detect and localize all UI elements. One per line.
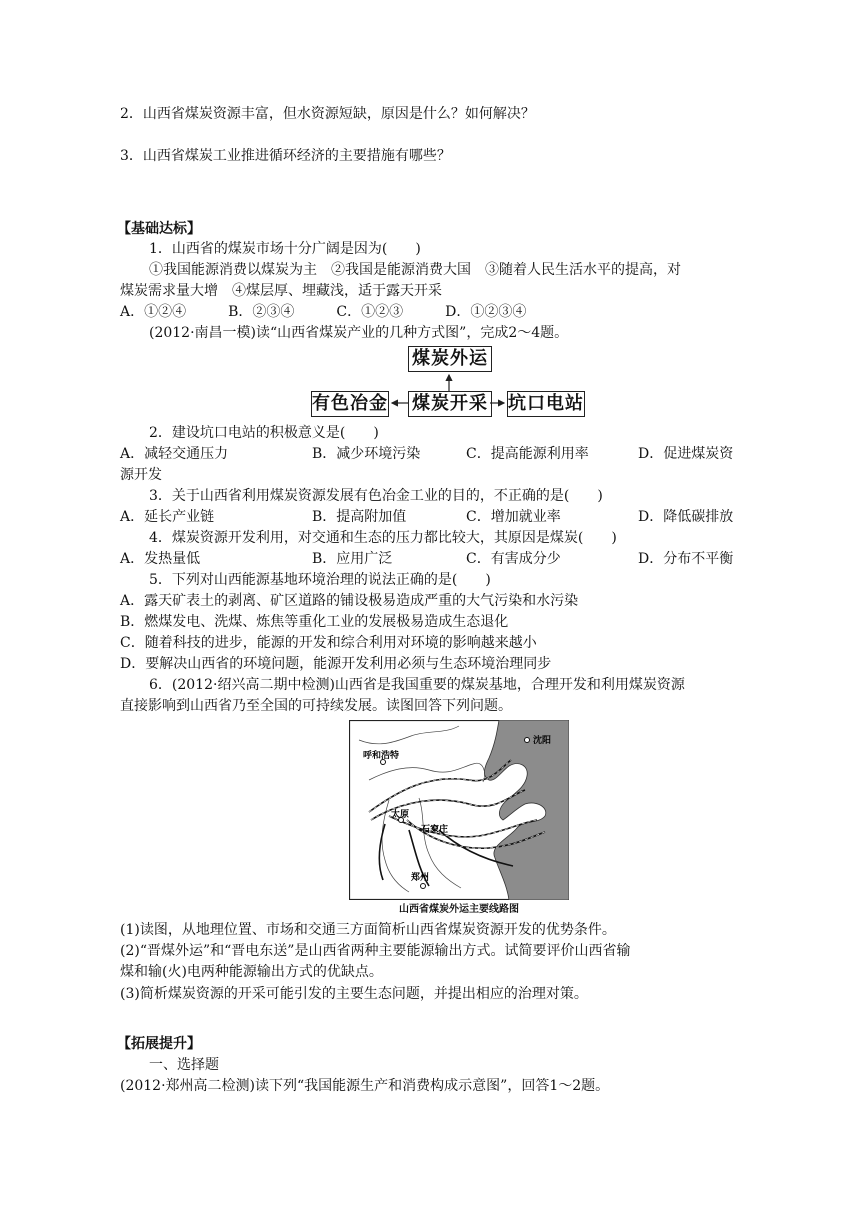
q4-option-b: B．应用广泛 — [312, 551, 393, 567]
diagram-intro: (2012·南昌一模)读“山西省煤炭产业的几种方式图”，完成2～4题。 — [149, 325, 569, 341]
question-2-intro: 2．山西省煤炭资源丰富，但水资源短缺，原因是什么？如何解决？ — [120, 106, 535, 122]
diagram-box-metallurgy: 有色冶金 — [311, 391, 389, 417]
map-label-shijiazhuang: 石家庄 — [421, 825, 449, 835]
map-label-shenyang: 沈阳 — [533, 736, 552, 746]
q2-option-d-cont: 源开发 — [120, 467, 162, 483]
q6-sub-3: (3)简析煤炭资源的开采可能引发的主要生态问题，并提出相应的治理对策。 — [120, 986, 588, 1002]
q1-line2: ①我国能源消费以煤炭为主 ②我国是能源消费大国 ③随着人民生活水平的提高，对 — [149, 262, 681, 278]
q3-option-a: A．延长产业链 — [120, 509, 215, 525]
diagram-arrows — [300, 340, 600, 430]
q2-option-d: D．促进煤炭资 — [638, 446, 734, 462]
question-3-intro: 3．山西省煤炭工业推进循环经济的主要措施有哪些？ — [120, 148, 451, 164]
q4-option-a: A．发热量低 — [120, 551, 201, 567]
q6-sub-2: (2)“晋煤外运”和“晋电东送”是山西省两种主要能源输出方式。试简要评价山西省输 — [120, 943, 631, 959]
q5-option-d: D．要解决山西省的环境问题，能源开发利用必须与生态环境治理同步 — [120, 656, 552, 672]
q5-option-c: C．随着科技的进步，能源的开发和综合利用对环境的影响越来越小 — [120, 635, 537, 651]
map-label-zhengzhou: 郑州 — [411, 873, 430, 883]
q1-stem: 1．山西省的煤炭市场十分广阔是因为( ) — [149, 241, 421, 257]
q3-option-b: B．提高附加值 — [312, 509, 407, 525]
q3-option-d: D．降低碳排放 — [638, 509, 734, 525]
q5-stem: 5．下列对山西能源基地环境治理的说法正确的是( ) — [149, 572, 491, 588]
section-extend-heading: 【拓展提升】 — [117, 1036, 201, 1052]
diagram-box-export: 煤炭外运 — [408, 346, 492, 372]
q1-line3: 煤炭需求量大增 ④煤层厚、埋藏浅，适于露天开采 — [120, 283, 442, 299]
q3-stem: 3．关于山西省利用煤炭资源发展有色冶金工业的目的，不正确的是( ) — [149, 488, 603, 504]
q1-options: A．①②④ B．②③④ C．①②③ D．①②③④ — [120, 304, 527, 320]
section-extend-intro: (2012·郑州高二检测)读下列“我国能源生产和消费构成示意图”，回答1～2题。 — [120, 1078, 610, 1094]
section-basic-heading: 【基础达标】 — [117, 221, 201, 237]
q5-option-a: A．露天矿表土的剥离、矿区道路的铺设极易造成严重的大气污染和水污染 — [120, 593, 579, 609]
coal-export-map — [349, 720, 569, 900]
q2-option-a: A．减轻交通压力 — [120, 446, 229, 462]
q6-stem: 6．(2012·绍兴高二期中检测)山西省是我国重要的煤炭基地，合理开发和利用煤炭资源 — [149, 677, 685, 693]
q6-sub-1: (1)读图，从地理位置、市场和交通三方面简析山西省煤炭资源开发的优势条件。 — [120, 922, 616, 938]
q4-option-c: C．有害成分少 — [466, 551, 561, 567]
q2-stem: 2．建设坑口电站的积极意义是( ) — [149, 425, 379, 441]
q6-sub-2-cont: 煤和输(火)电两种能源输出方式的优缺点。 — [120, 964, 383, 980]
q3-option-c: C．增加就业率 — [466, 509, 561, 525]
q4-option-d: D．分布不平衡 — [638, 551, 734, 567]
q5-option-b: B．燃煤发电、洗煤、炼焦等重化工业的发展极易造成生态退化 — [120, 614, 509, 630]
map-title: 山西省煤炭外运主要线路图 — [399, 904, 519, 915]
section-extend-subheading: 一、选择题 — [149, 1057, 219, 1073]
q6-stem-cont: 直接影响到山西省乃至全国的可持续发展。读图回答下列问题。 — [120, 698, 512, 714]
diagram-box-power-station: 坑口电站 — [507, 391, 585, 417]
q2-option-b: B．减少环境污染 — [312, 446, 421, 462]
map-label-hohhot: 呼和浩特 — [363, 751, 400, 761]
q2-option-c: C．提高能源利用率 — [466, 446, 589, 462]
diagram-box-mining: 煤炭开采 — [408, 391, 492, 417]
map-label-taiyuan: 太原 — [391, 810, 410, 820]
q4-stem: 4．煤炭资源开发利用，对交通和生态的压力都比较大，其原因是煤炭( ) — [149, 530, 617, 546]
